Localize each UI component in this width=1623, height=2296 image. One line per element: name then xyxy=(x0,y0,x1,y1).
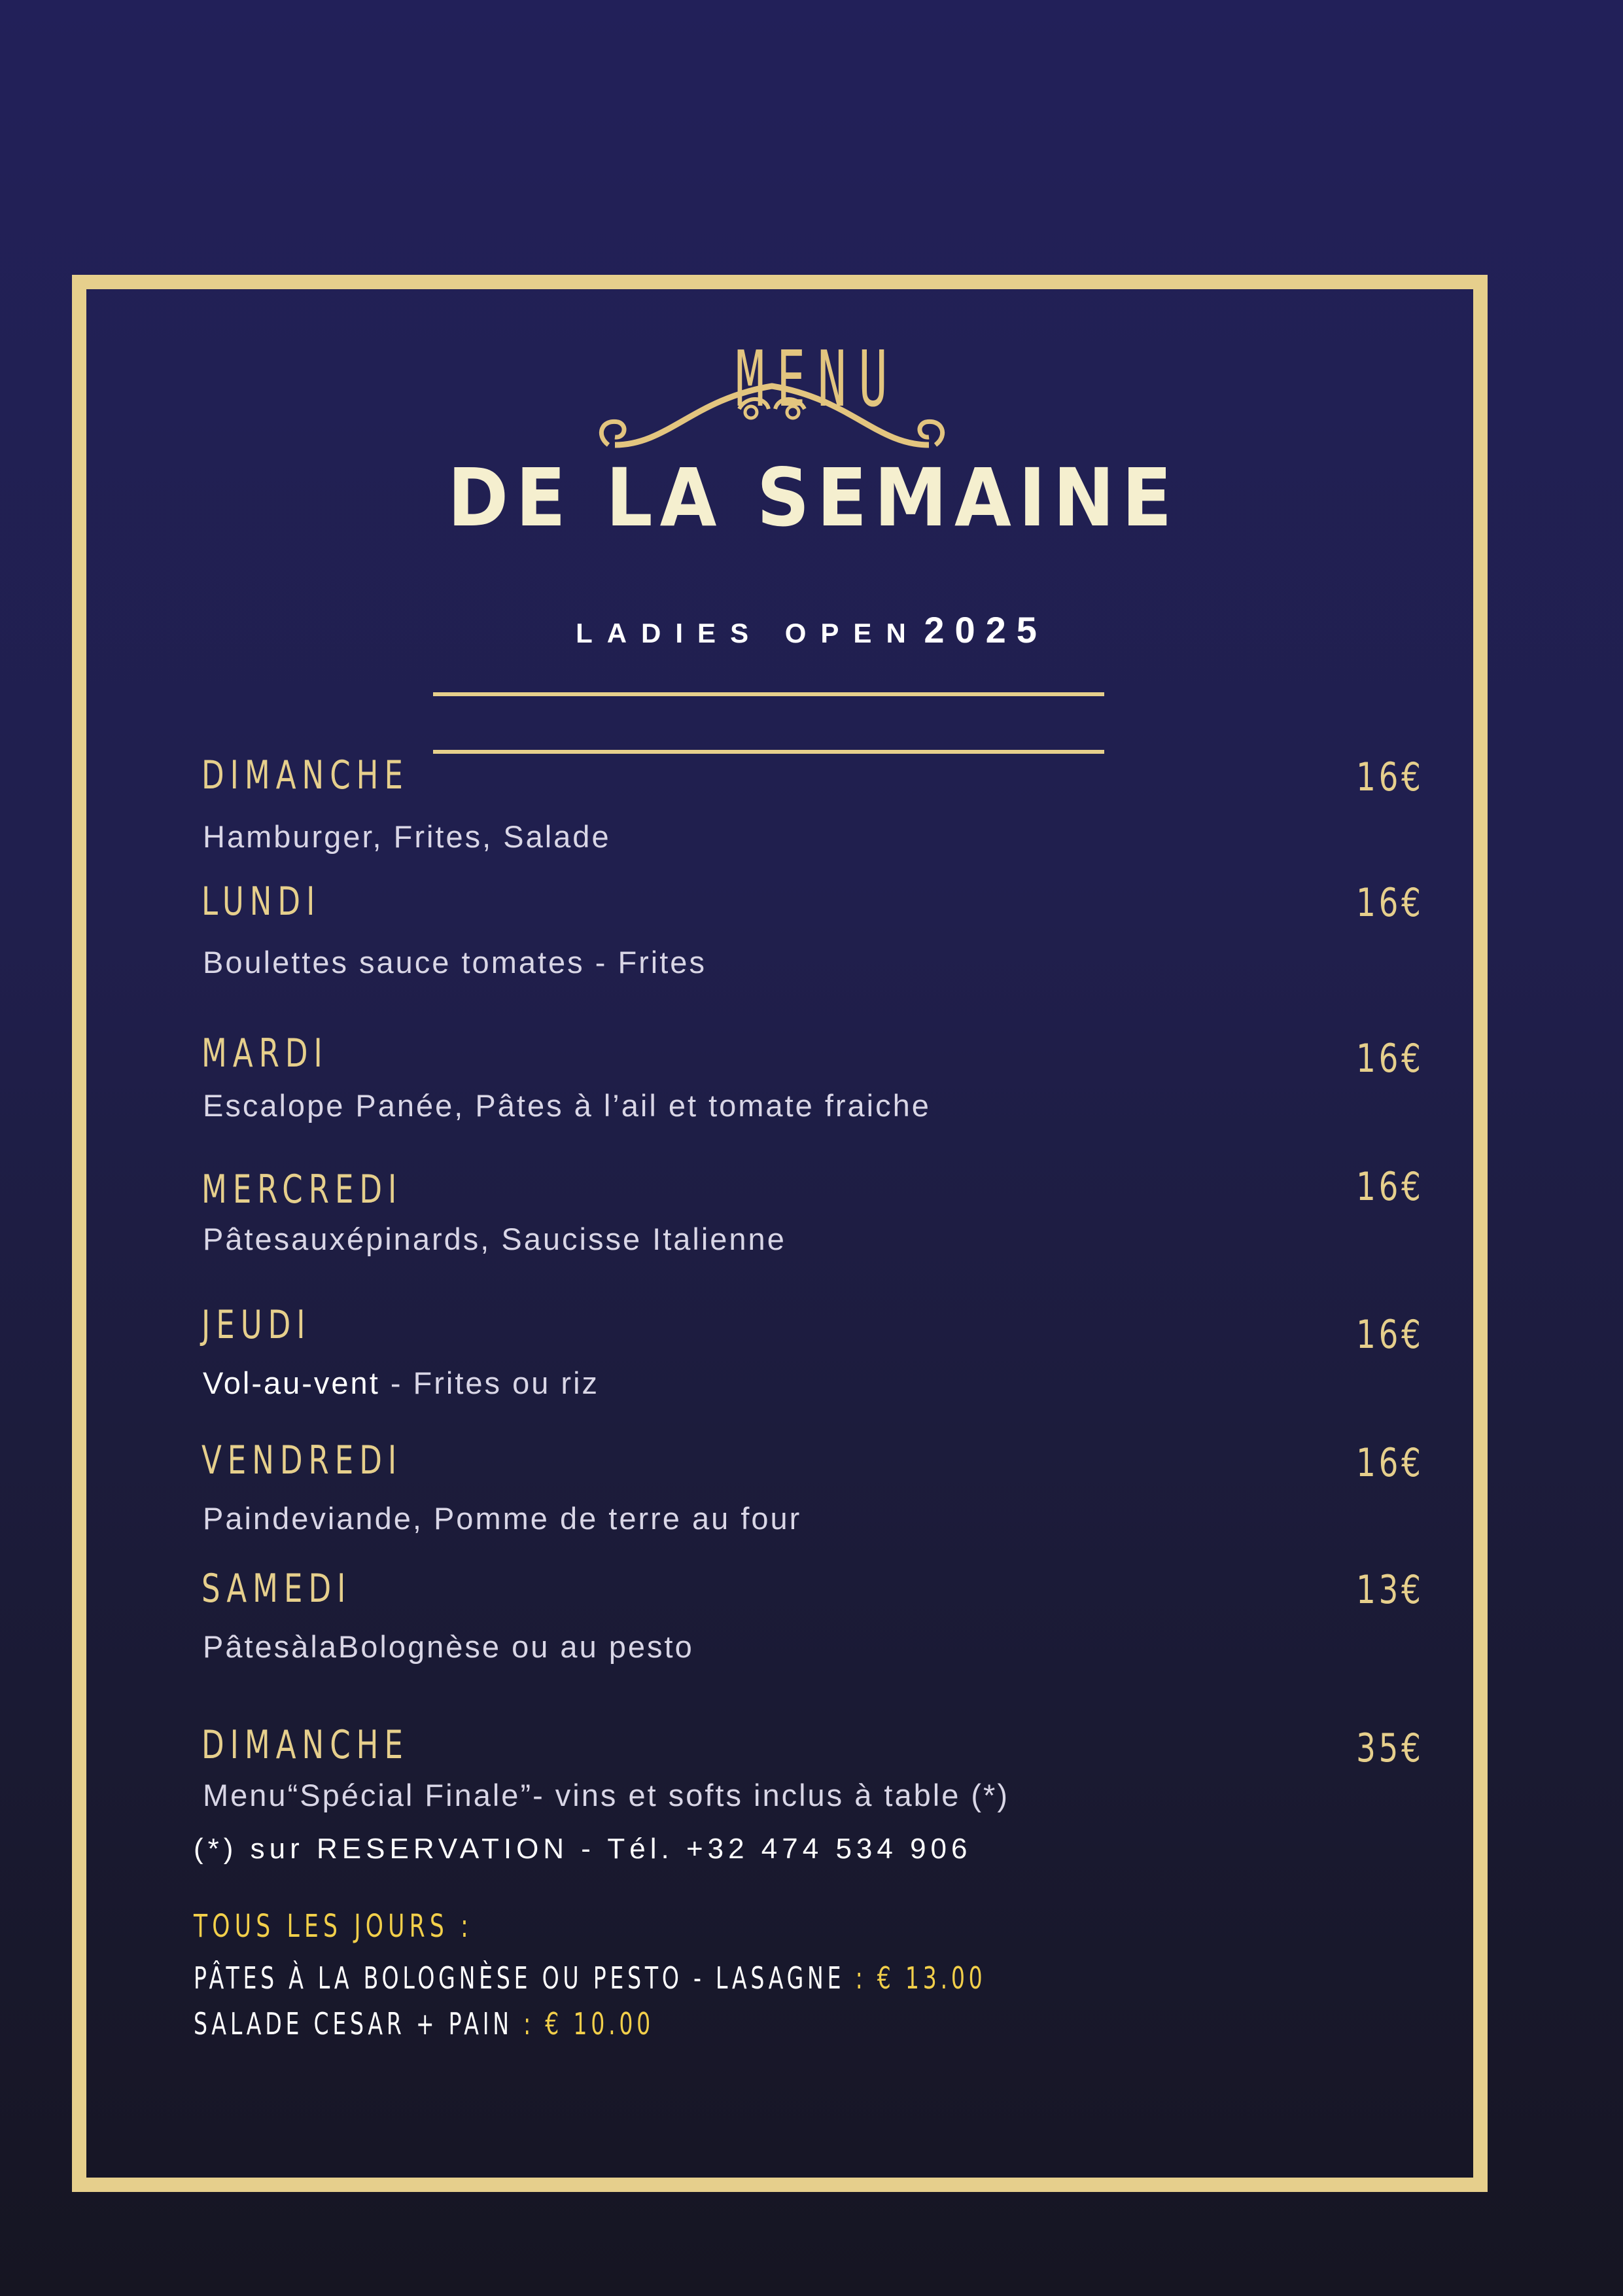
page-title: DE LA SEMAINE xyxy=(447,451,1179,544)
day-dish: Menu“Spécial Finale”- vins et softs inclus à table (*) xyxy=(203,1778,1009,1812)
day-label: LUNDI xyxy=(201,879,321,925)
day-price: 16€ xyxy=(1356,880,1424,926)
day-dish-rest: - Frites ou riz xyxy=(379,1366,600,1400)
day-dish: PâtesàlaBolognèse ou au pesto xyxy=(203,1629,694,1664)
day-price: 16€ xyxy=(1356,754,1424,800)
day-label: VENDREDI xyxy=(201,1438,403,1483)
daily-item xyxy=(194,2006,655,2041)
day-dish-highlight: Vol-au-vent xyxy=(203,1366,380,1400)
day-price: 16€ xyxy=(1356,1312,1424,1358)
divider-top xyxy=(433,692,1104,696)
day-label: DIMANCHE xyxy=(201,752,409,798)
event-subtitle xyxy=(0,609,1623,650)
day-label: MERCREDI xyxy=(201,1167,403,1212)
daily-item-price: : € 10.00 xyxy=(512,2006,655,2041)
day-price: 16€ xyxy=(1356,1036,1424,1082)
day-price: 16€ xyxy=(1356,1440,1424,1486)
day-dish: Hamburger, Frites, Salade xyxy=(203,819,611,854)
daily-item-price: : € 13.00 xyxy=(845,1960,986,1996)
day-price: 16€ xyxy=(1356,1164,1424,1210)
daily-item xyxy=(194,1960,986,1996)
daily-item-text: SALADE CESAR + PAIN xyxy=(194,2006,513,2041)
day-label: DIMANCHE xyxy=(201,1722,409,1768)
day-label: MARDI xyxy=(201,1031,328,1076)
reservation-note: (*) sur RESERVATION - Tél. +32 474 534 906 xyxy=(194,1833,972,1865)
day-dish xyxy=(203,1368,599,1398)
day-price: 13€ xyxy=(1356,1567,1424,1613)
day-label: SAMEDI xyxy=(201,1566,352,1612)
subtitle-event-name: LADIES OPEN xyxy=(576,618,920,648)
daily-heading: TOUS LES JOURS : xyxy=(194,1908,474,1945)
day-dish: Pâtesauxépinards, Saucisse Italienne xyxy=(203,1222,786,1256)
subtitle-year: 2025 xyxy=(924,609,1047,650)
day-dish: Paindeviande, Pomme de terre au four xyxy=(203,1501,802,1536)
day-dish: Escalope Panée, Pâtes à l’ail et tomate fraiche xyxy=(203,1088,931,1123)
day-dish: Boulettes sauce tomates - Frites xyxy=(203,945,707,980)
menu-heading: MENU xyxy=(735,334,900,424)
day-price: 35€ xyxy=(1356,1725,1424,1771)
day-label: JEUDI xyxy=(201,1302,311,1348)
divider-bottom xyxy=(433,750,1104,754)
daily-item-text: PÂTES À LA BOLOGNÈSE OU PESTO - LASAGNE xyxy=(194,1960,845,1996)
